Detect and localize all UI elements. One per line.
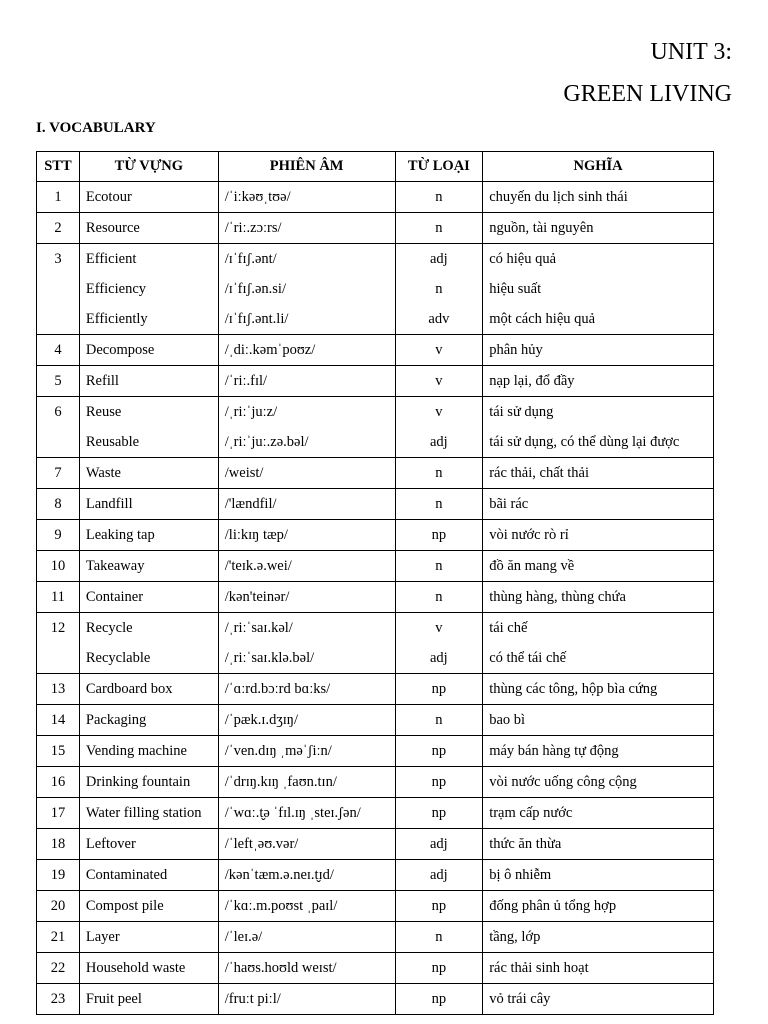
- word-meaning: tái sử dụng: [489, 404, 554, 420]
- vocab-word: Recyclable: [85, 650, 151, 666]
- cell-stt: [37, 397, 80, 458]
- vocab-word: Cardboard box: [85, 681, 173, 697]
- cell-stt: [37, 182, 80, 213]
- cell-meaning: [483, 244, 714, 335]
- phonetic-transcription: /ˈpæk.ɪ.dʒɪŋ/: [224, 712, 298, 728]
- cell-pos: [395, 182, 483, 213]
- part-of-speech: adj: [430, 650, 448, 666]
- cell-ipa: [218, 182, 395, 213]
- phonetic-transcription: /weist/: [224, 465, 264, 481]
- cell-meaning: [483, 520, 714, 551]
- cell-meaning: [483, 829, 714, 860]
- cell-ipa: [218, 335, 395, 366]
- cell-pos: [395, 798, 483, 829]
- cell-meaning: [483, 213, 714, 244]
- cell-pos: [395, 891, 483, 922]
- vocab-word: Fruit peel: [85, 991, 142, 1007]
- cell-pos: [395, 489, 483, 520]
- table-row: [37, 366, 714, 397]
- cell-ipa: [218, 520, 395, 551]
- cell-stt: [37, 829, 80, 860]
- cell-word: [79, 705, 218, 736]
- part-of-speech: n: [435, 929, 443, 945]
- row-number: 19: [50, 867, 66, 883]
- part-of-speech: adj: [430, 836, 448, 852]
- row-number: 5: [54, 373, 62, 389]
- cell-word: [79, 860, 218, 891]
- cell-pos: [395, 366, 483, 397]
- table-row: [37, 891, 714, 922]
- table-row: [37, 458, 714, 489]
- phonetic-transcription: /ˈiːkəʊˌtʊə/: [224, 189, 291, 205]
- cell-meaning: [483, 674, 714, 705]
- phonetic-transcription: /ˌriːˈjuːz/: [224, 404, 278, 420]
- phonetic-transcription: /ˈwɑː.t̬ə ˈfɪl.ɪŋ ˌsteɪ.ʃən/: [224, 805, 361, 821]
- vocab-word: Drinking fountain: [85, 774, 191, 790]
- part-of-speech: n: [435, 496, 443, 512]
- vocab-word: Reuse: [85, 404, 122, 420]
- part-of-speech: n: [435, 465, 443, 481]
- cell-meaning: [483, 366, 714, 397]
- phonetic-transcription: /fruːt piːl/: [224, 991, 281, 1007]
- vocab-word: Takeaway: [85, 558, 145, 574]
- part-of-speech: n: [435, 220, 443, 236]
- vocab-word: Refill: [85, 373, 119, 389]
- word-meaning: bị ô nhiễm: [489, 867, 552, 883]
- part-of-speech: n: [435, 712, 443, 728]
- cell-pos: [395, 582, 483, 613]
- part-of-speech: np: [431, 743, 447, 759]
- table-row: [37, 736, 714, 767]
- cell-word: [79, 213, 218, 244]
- cell-pos: [395, 829, 483, 860]
- phonetic-transcription: /'lændfil/: [224, 496, 277, 512]
- vocab-word: Efficient: [85, 251, 137, 267]
- row-number: 23: [50, 991, 66, 1007]
- cell-word: [79, 613, 218, 674]
- part-of-speech: v: [435, 342, 443, 358]
- cell-word: [79, 736, 218, 767]
- vocab-word: Ecotour: [85, 189, 132, 205]
- cell-word: [79, 829, 218, 860]
- row-number: 4: [54, 342, 62, 358]
- cell-ipa: [218, 397, 395, 458]
- cell-word: [79, 582, 218, 613]
- vocab-word: Waste: [85, 465, 121, 481]
- table-row: [37, 551, 714, 582]
- vocab-word: Layer: [85, 929, 120, 945]
- word-meaning: chuyến du lịch sinh thái: [489, 189, 628, 205]
- cell-ipa: [218, 458, 395, 489]
- table-row: [37, 984, 714, 1015]
- part-of-speech: adj: [430, 434, 448, 450]
- cell-word: [79, 520, 218, 551]
- row-number: 12: [50, 620, 66, 636]
- part-of-speech: np: [431, 898, 447, 914]
- word-meaning: trạm cấp nước: [489, 805, 573, 821]
- vocab-word: Landfill: [85, 496, 133, 512]
- phonetic-transcription: /ˈɑːrd.bɔːrd bɑːks/: [224, 681, 331, 697]
- word-meaning: bao bì: [489, 712, 526, 728]
- cell-word: [79, 674, 218, 705]
- table-row: [37, 213, 714, 244]
- phonetic-transcription: /ˌriːˈsaɪ.klə.bəl/: [224, 650, 315, 666]
- cell-stt: [37, 984, 80, 1015]
- cell-meaning: [483, 335, 714, 366]
- cell-pos: [395, 953, 483, 984]
- part-of-speech: np: [431, 960, 447, 976]
- part-of-speech: n: [435, 189, 443, 205]
- table-header-row: [37, 152, 714, 182]
- cell-ipa: [218, 767, 395, 798]
- table-row: [37, 489, 714, 520]
- cell-meaning: [483, 397, 714, 458]
- phonetic-transcription: /ˌriːˈsaɪ.kəl/: [224, 620, 293, 636]
- part-of-speech: adj: [430, 867, 448, 883]
- cell-meaning: [483, 767, 714, 798]
- cell-stt: [37, 366, 80, 397]
- part-of-speech: np: [431, 991, 447, 1007]
- row-number: 2: [54, 220, 62, 236]
- phonetic-transcription: /ˈriː.zɔːrs/: [224, 220, 282, 236]
- vocab-word: Water filling station: [85, 805, 202, 821]
- cell-pos: [395, 736, 483, 767]
- cell-meaning: [483, 705, 714, 736]
- cell-word: [79, 182, 218, 213]
- cell-stt: [37, 798, 80, 829]
- cell-stt: [37, 674, 80, 705]
- cell-ipa: [218, 798, 395, 829]
- cell-ipa: [218, 213, 395, 244]
- phonetic-transcription: /ˈkɑː.m.poʊst ˌpaɪl/: [224, 898, 338, 914]
- word-meaning: bãi rác: [489, 496, 529, 512]
- cell-ipa: [218, 922, 395, 953]
- cell-meaning: [483, 984, 714, 1015]
- row-number: 8: [54, 496, 62, 512]
- cell-meaning: [483, 582, 714, 613]
- word-meaning: máy bán hàng tự động: [489, 743, 619, 759]
- cell-ipa: [218, 953, 395, 984]
- cell-pos: [395, 984, 483, 1015]
- vocab-word: Contaminated: [85, 867, 168, 883]
- word-meaning: rác thải sinh hoạt: [489, 960, 589, 976]
- table-row: [37, 335, 714, 366]
- phonetic-transcription: /ɪˈfɪʃ.ənt/: [224, 251, 277, 267]
- vocab-word: Recycle: [85, 620, 133, 636]
- cell-word: [79, 891, 218, 922]
- phonetic-transcription: /liːkɪŋ tæp/: [224, 527, 288, 543]
- row-number: 6: [54, 404, 62, 420]
- cell-meaning: [483, 860, 714, 891]
- cell-stt: [37, 922, 80, 953]
- cell-pos: [395, 674, 483, 705]
- cell-pos: [395, 613, 483, 674]
- cell-pos: [395, 860, 483, 891]
- word-meaning: nạp lại, đổ đầy: [489, 373, 575, 389]
- cell-ipa: [218, 705, 395, 736]
- phonetic-transcription: /ˈven.dɪŋ ˌməˈʃiːn/: [224, 743, 332, 759]
- cell-ipa: [218, 582, 395, 613]
- cell-meaning: [483, 551, 714, 582]
- vocab-word: Resource: [85, 220, 140, 236]
- cell-ipa: [218, 736, 395, 767]
- phonetic-transcription: /ˌriːˈjuː.zə.bəl/: [224, 434, 309, 450]
- row-number: 21: [50, 929, 66, 945]
- cell-ipa: [218, 891, 395, 922]
- cell-stt: [37, 767, 80, 798]
- word-meaning: phân hủy: [489, 342, 543, 358]
- cell-word: [79, 767, 218, 798]
- cell-meaning: [483, 891, 714, 922]
- row-number: 7: [54, 465, 62, 481]
- part-of-speech: n: [435, 589, 443, 605]
- table-row: [37, 397, 714, 458]
- cell-ipa: [218, 829, 395, 860]
- table-row: [37, 674, 714, 705]
- unit-topic: GREEN LIVING: [563, 81, 732, 107]
- table-row: [37, 244, 714, 335]
- word-meaning: tái sử dụng, có thể dùng lại được: [489, 434, 680, 450]
- vocab-word: Leftover: [85, 836, 136, 852]
- table-body: [37, 182, 714, 1015]
- word-meaning: đống phân ủ tổng hợp: [489, 898, 617, 914]
- phonetic-transcription: /'teɪk.ə.wei/: [224, 558, 292, 574]
- row-number: 16: [50, 774, 66, 790]
- cell-meaning: [483, 953, 714, 984]
- cell-stt: [37, 335, 80, 366]
- phonetic-transcription: /ˈriː.fɪl/: [224, 373, 268, 389]
- vocab-word: Household waste: [85, 960, 186, 976]
- table-row: [37, 922, 714, 953]
- cell-ipa: [218, 244, 395, 335]
- word-meaning: tầng, lớp: [489, 929, 541, 945]
- cell-pos: [395, 213, 483, 244]
- row-number: 10: [50, 558, 66, 574]
- word-meaning: thùng hàng, thùng chứa: [489, 589, 626, 605]
- word-meaning: vòi nước rò rỉ: [489, 527, 569, 543]
- cell-stt: [37, 489, 80, 520]
- cell-stt: [37, 213, 80, 244]
- phonetic-transcription: /ˈdrɪŋ.kɪŋ ˌfaʊn.tɪn/: [224, 774, 337, 790]
- cell-pos: [395, 705, 483, 736]
- section-title: I. VOCABULARY: [36, 120, 156, 136]
- cell-pos: [395, 551, 483, 582]
- part-of-speech: np: [431, 681, 447, 697]
- cell-stt: [37, 736, 80, 767]
- cell-pos: [395, 458, 483, 489]
- row-number: 22: [50, 960, 66, 976]
- cell-ipa: [218, 674, 395, 705]
- cell-word: [79, 489, 218, 520]
- cell-stt: [37, 244, 80, 335]
- cell-stt: [37, 551, 80, 582]
- cell-stt: [37, 705, 80, 736]
- cell-ipa: [218, 613, 395, 674]
- cell-ipa: [218, 366, 395, 397]
- vocab-word: Leaking tap: [85, 527, 155, 543]
- cell-pos: [395, 520, 483, 551]
- unit-title: UNIT 3:: [650, 39, 732, 65]
- word-meaning: có hiệu quả: [489, 251, 557, 267]
- part-of-speech: np: [431, 774, 447, 790]
- cell-word: [79, 366, 218, 397]
- table-row: [37, 613, 714, 674]
- word-meaning: có thể tái chế: [489, 650, 567, 666]
- cell-pos: [395, 397, 483, 458]
- table-row: [37, 182, 714, 213]
- cell-word: [79, 551, 218, 582]
- phonetic-transcription: /ˈleftˌəʊ.vər/: [224, 836, 299, 852]
- cell-word: [79, 397, 218, 458]
- row-number: 18: [50, 836, 66, 852]
- column-header-meaning: NGHĨA: [483, 152, 714, 182]
- part-of-speech: n: [435, 558, 443, 574]
- phonetic-transcription: /ˌdiː.kəmˈpoʊz/: [224, 342, 316, 358]
- phonetic-transcription: /ɪˈfɪʃ.ən.si/: [224, 281, 286, 297]
- word-meaning: thức ăn thừa: [489, 836, 562, 852]
- cell-meaning: [483, 489, 714, 520]
- vocab-word: Reusable: [85, 434, 140, 450]
- table-row: [37, 767, 714, 798]
- vocab-word: Decompose: [85, 342, 155, 358]
- phonetic-transcription: /ɪˈfɪʃ.ənt.li/: [224, 311, 289, 327]
- row-number: 13: [50, 681, 66, 697]
- row-number: 3: [54, 251, 62, 267]
- part-of-speech: n: [435, 281, 443, 297]
- cell-meaning: [483, 798, 714, 829]
- vocab-word: Efficiency: [85, 281, 147, 297]
- cell-stt: [37, 582, 80, 613]
- vocab-word: Compost pile: [85, 898, 164, 914]
- vocab-word: Packaging: [85, 712, 147, 728]
- cell-pos: [395, 767, 483, 798]
- cell-meaning: [483, 922, 714, 953]
- word-meaning: vòi nước uống công cộng: [489, 774, 637, 790]
- table-row: [37, 798, 714, 829]
- cell-word: [79, 798, 218, 829]
- cell-stt: [37, 891, 80, 922]
- cell-ipa: [218, 984, 395, 1015]
- phonetic-transcription: /ˈleɪ.ə/: [224, 929, 263, 945]
- table-row: [37, 582, 714, 613]
- cell-word: [79, 953, 218, 984]
- cell-word: [79, 984, 218, 1015]
- table-row: [37, 705, 714, 736]
- table-row: [37, 829, 714, 860]
- phonetic-transcription: /kənˈtæm.ə.neɪ.t̬ɪd/: [224, 867, 334, 883]
- table-row: [37, 860, 714, 891]
- cell-ipa: [218, 489, 395, 520]
- table-row: [37, 520, 714, 551]
- part-of-speech: v: [435, 620, 443, 636]
- vocabulary-table: [36, 151, 714, 1015]
- vocab-word: Vending machine: [85, 743, 187, 759]
- row-number: 15: [50, 743, 66, 759]
- word-meaning: thùng các tông, hộp bìa cứng: [489, 681, 658, 697]
- word-meaning: tái chế: [489, 620, 528, 636]
- phonetic-transcription: /kən'teinər/: [224, 589, 290, 605]
- cell-ipa: [218, 551, 395, 582]
- word-meaning: rác thải, chất thải: [489, 465, 590, 481]
- row-number: 11: [50, 589, 65, 605]
- part-of-speech: adv: [428, 311, 450, 327]
- cell-stt: [37, 520, 80, 551]
- cell-stt: [37, 860, 80, 891]
- column-header-word: TỪ VỰNG: [79, 152, 218, 182]
- cell-stt: [37, 458, 80, 489]
- column-header-ipa: PHIÊN ÂM: [218, 152, 395, 182]
- cell-meaning: [483, 458, 714, 489]
- part-of-speech: v: [435, 404, 443, 420]
- cell-word: [79, 458, 218, 489]
- cell-ipa: [218, 860, 395, 891]
- row-number: 20: [50, 898, 66, 914]
- part-of-speech: np: [431, 805, 447, 821]
- cell-meaning: [483, 736, 714, 767]
- vocab-word: Efficiently: [85, 311, 148, 327]
- phonetic-transcription: /ˈhaʊs.hoʊld weɪst/: [224, 960, 337, 976]
- word-meaning: đồ ăn mang về: [489, 558, 575, 574]
- word-meaning: một cách hiệu quả: [489, 311, 596, 327]
- row-number: 9: [54, 527, 62, 543]
- column-header-stt: STT: [37, 152, 80, 182]
- row-number: 1: [54, 189, 62, 205]
- cell-word: [79, 922, 218, 953]
- cell-pos: [395, 922, 483, 953]
- part-of-speech: np: [431, 527, 447, 543]
- part-of-speech: v: [435, 373, 443, 389]
- table-row: [37, 953, 714, 984]
- cell-pos: [395, 244, 483, 335]
- word-meaning: hiệu suất: [489, 281, 542, 297]
- part-of-speech: adj: [430, 251, 448, 267]
- cell-meaning: [483, 613, 714, 674]
- cell-stt: [37, 613, 80, 674]
- word-meaning: nguồn, tài nguyên: [489, 220, 594, 236]
- cell-word: [79, 244, 218, 335]
- cell-word: [79, 335, 218, 366]
- cell-pos: [395, 335, 483, 366]
- cell-meaning: [483, 182, 714, 213]
- word-meaning: vỏ trái cây: [489, 991, 551, 1007]
- row-number: 14: [50, 712, 66, 728]
- row-number: 17: [50, 805, 66, 821]
- column-header-pos: TỪ LOẠI: [395, 152, 483, 182]
- cell-stt: [37, 953, 80, 984]
- vocab-word: Container: [85, 589, 144, 605]
